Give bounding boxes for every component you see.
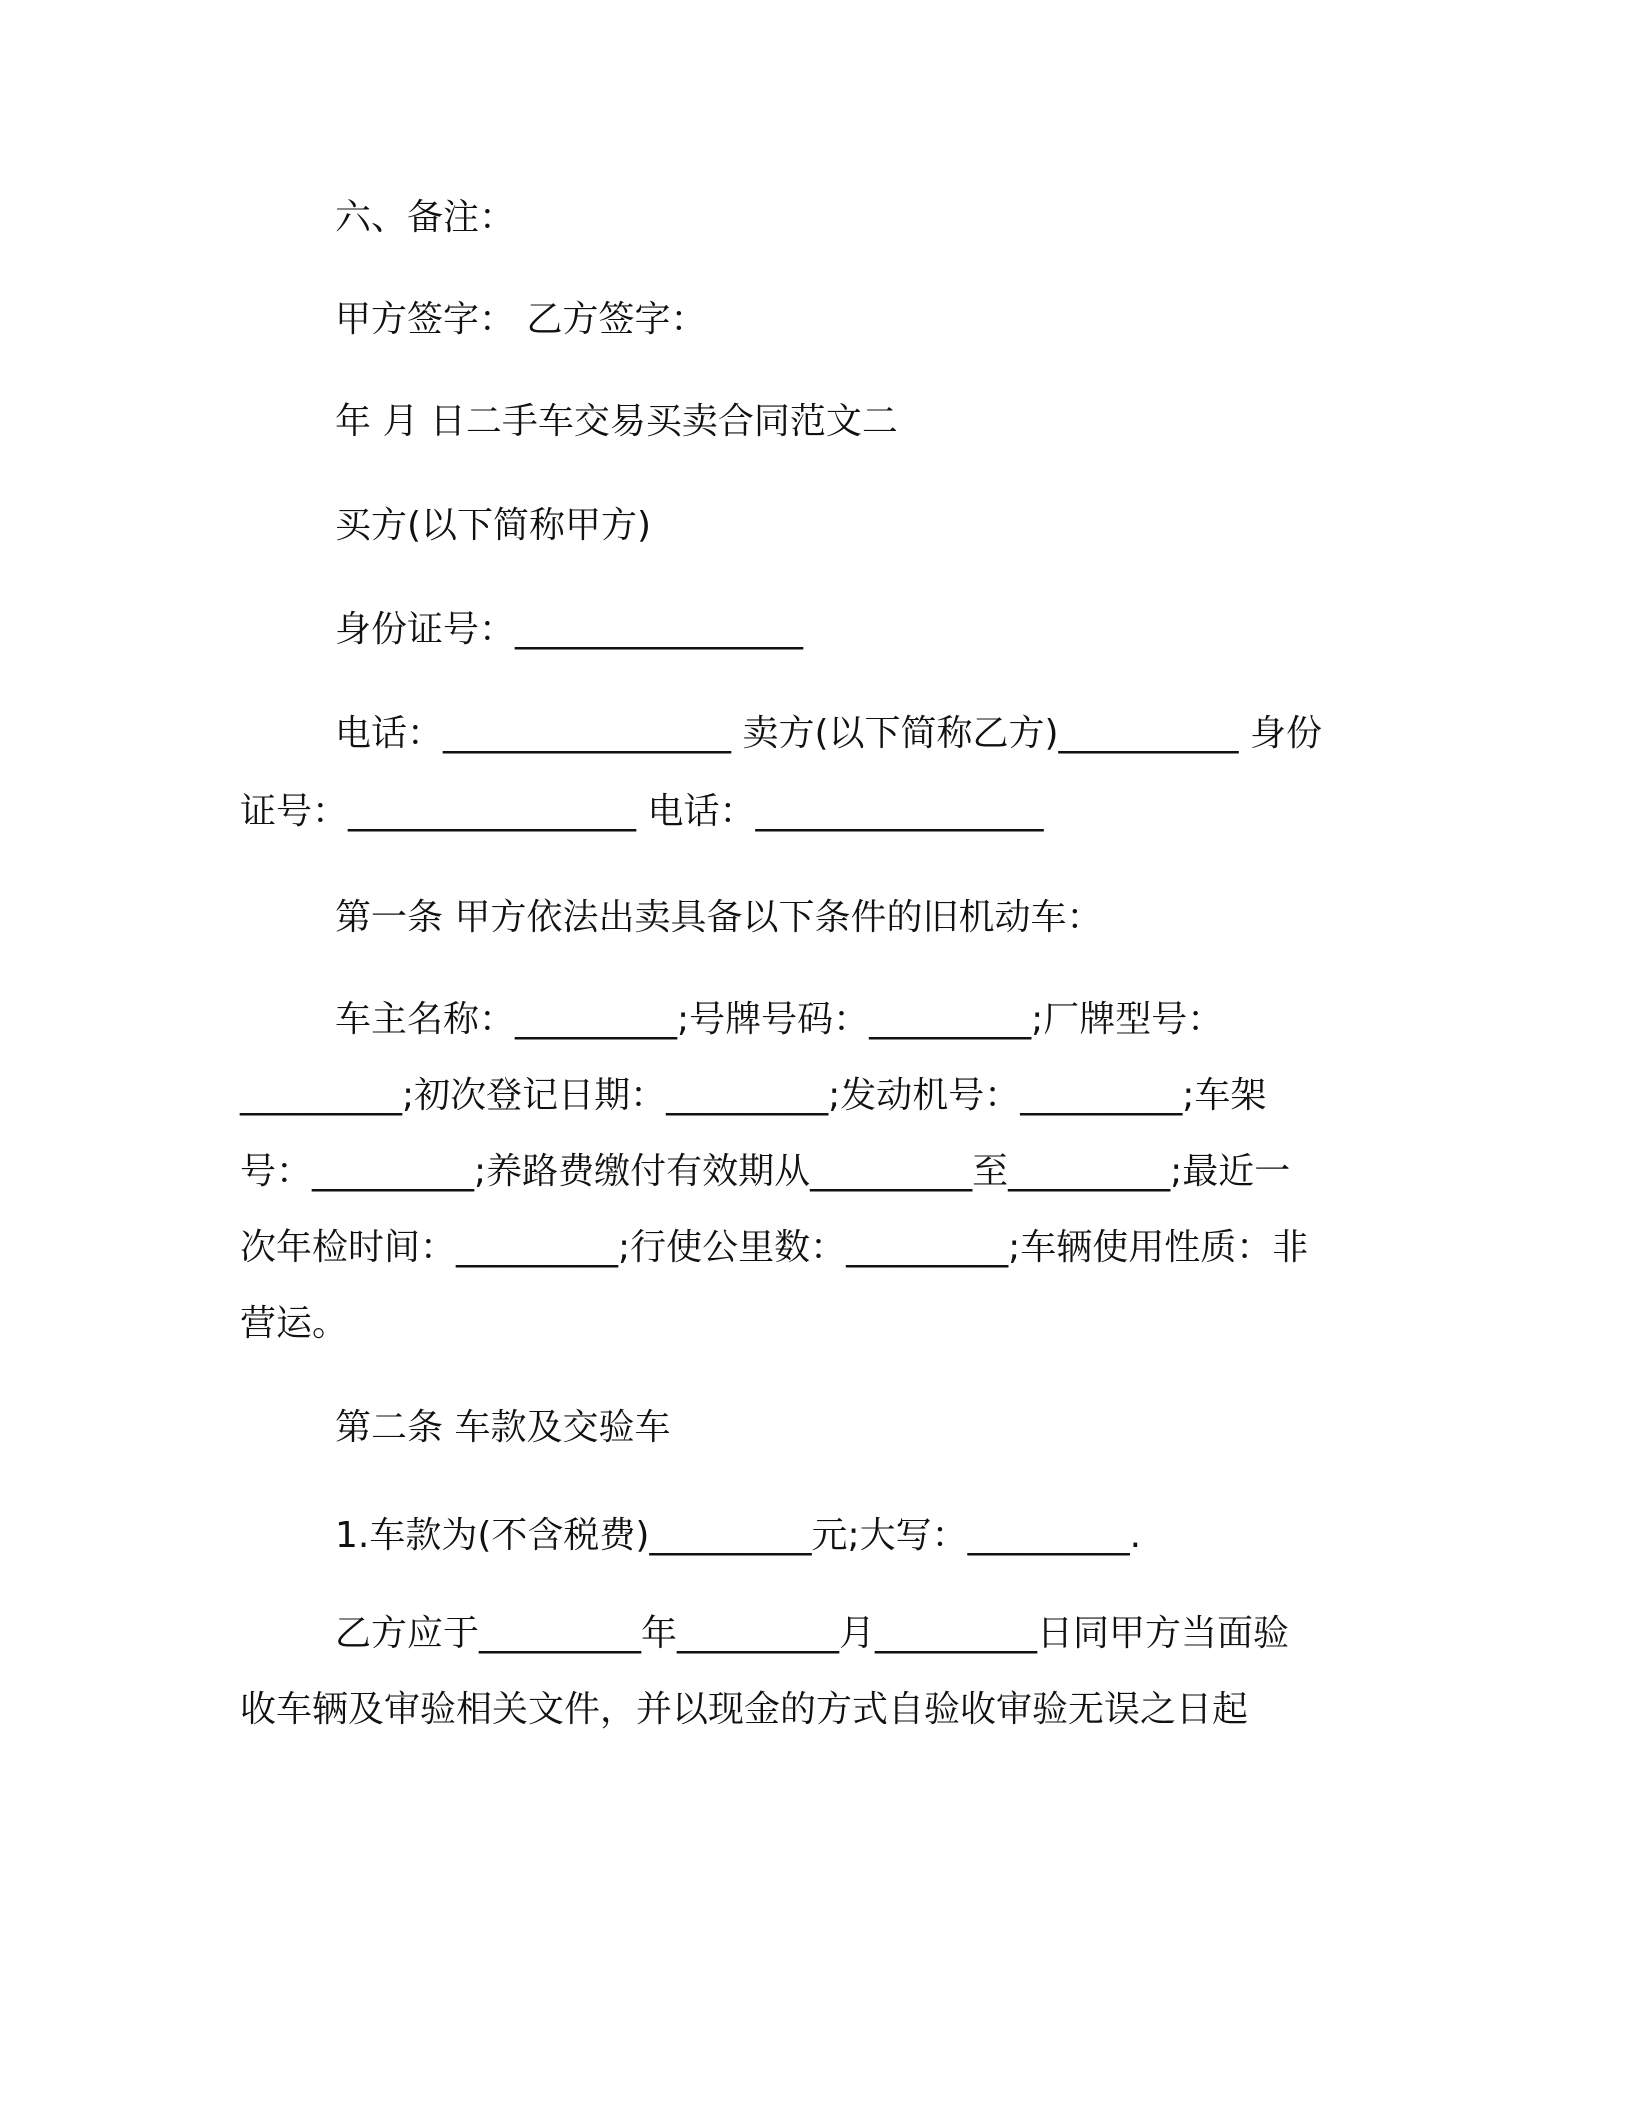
text-line: 收车辆及审验相关文件，并以现金的方式自验收审验无误之日起	[240, 1689, 1249, 1730]
phone-and-seller-paragraph	[240, 696, 1380, 852]
text-line: 车主名称：_________;号牌号码：_________;厂牌型号：	[335, 999, 1224, 1040]
text-line: 电话：________________ 卖方(以下简称乙方)__________ 身份	[335, 713, 1322, 754]
text-line: 甲方签字： 乙方签字：	[335, 299, 707, 340]
article-two-heading	[240, 1390, 1380, 1466]
text-line: 次年检时间：_________;行使公里数：_________;车辆使用性质：非	[240, 1227, 1309, 1268]
text-line: 号：_________;养路费缴付有效期从_________至_________;最近一	[240, 1151, 1291, 1192]
text-line: _________;初次登记日期：_________;发动机号：_________;车架	[240, 1075, 1267, 1116]
buyer-label	[240, 488, 1380, 564]
price-paragraph	[240, 1498, 1380, 1574]
article-one-heading	[240, 880, 1380, 956]
buyer-id-field	[240, 592, 1380, 668]
text-line: 第一条 甲方依法出卖具备以下条件的旧机动车：	[335, 897, 1103, 938]
text-line: 身份证号：________________	[335, 609, 804, 650]
text-line: 六、备注：	[335, 197, 516, 238]
text-line: 年 月 日二手车交易买卖合同范文二	[335, 401, 898, 442]
delivery-paragraph	[240, 1596, 1380, 1748]
section-six-heading	[240, 180, 1380, 256]
text-line: 营运。	[240, 1303, 349, 1344]
signature-line	[240, 282, 1380, 358]
text-line: 证号：________________ 电话：________________	[240, 791, 1044, 832]
text-line: 第二条 车款及交验车	[335, 1407, 671, 1448]
text-line: 买方(以下简称甲方)	[335, 505, 652, 546]
date-and-title-line	[240, 384, 1380, 460]
text-line: 乙方应于_________年_________月_________日同甲方当面验	[335, 1613, 1290, 1654]
text-line: 1.车款为(不含税费)_________元;大写：_________.	[335, 1515, 1142, 1556]
vehicle-details-paragraph	[240, 982, 1380, 1362]
